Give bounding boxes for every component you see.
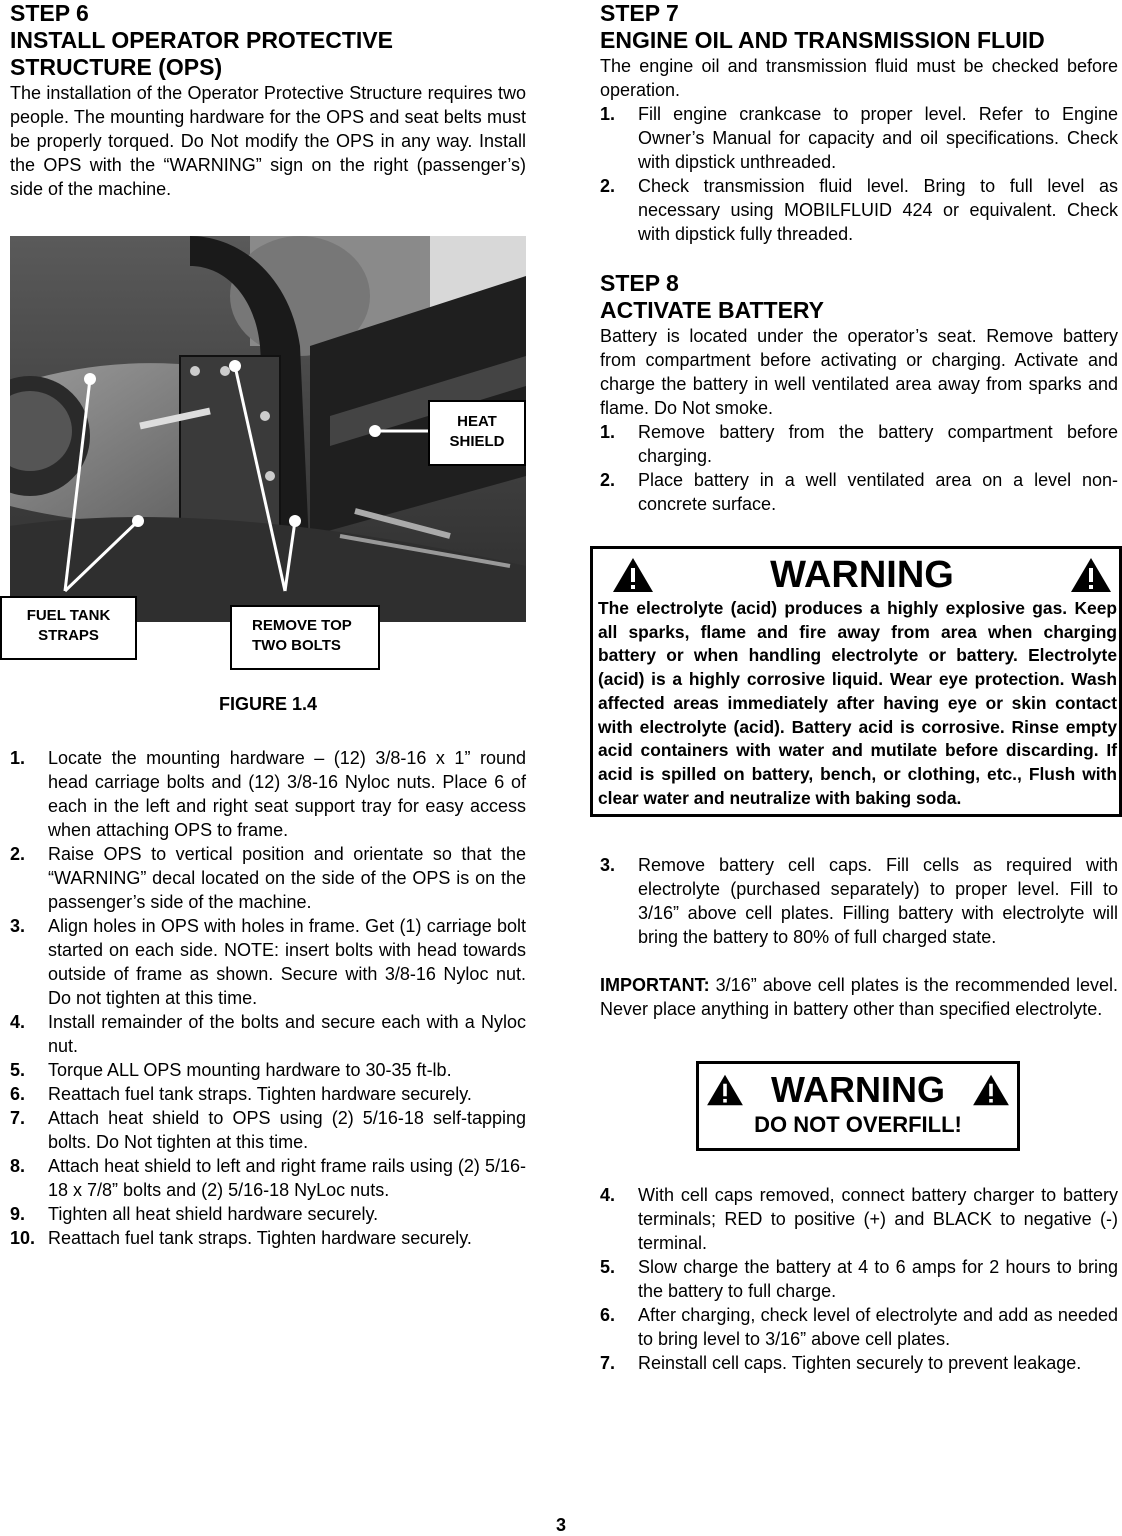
step-text: Fill engine crankcase to proper level. Refer to Engine Owner’s Manual for capacity and oil specifications. Check with dipstick unthreaded. (638, 104, 1118, 172)
list-item (10, 914, 526, 1010)
warning-box-overfill (696, 1061, 1020, 1151)
step-text: Torque ALL OPS mounting hardware to 30-35 ft-lb. (48, 1060, 452, 1080)
step8-label: STEP 8 (600, 270, 679, 296)
step6-title-line1: INSTALL OPERATOR PROTECTIVE (10, 27, 393, 53)
callout-heat-shield-line2: SHIELD (449, 433, 505, 450)
step-number: 5. (10, 1060, 26, 1080)
figure-photo (10, 236, 526, 622)
callout-fuel-tank-line1: FUEL TANK (26, 607, 111, 624)
step-number: 9. (10, 1204, 26, 1224)
figure-caption: FIGURE 1.4 (218, 694, 318, 714)
step-text: Reattach fuel tank straps. Tighten hardware securely. (48, 1228, 472, 1248)
step6-instructions (10, 746, 526, 1250)
callout-fuel-tank-straps (0, 596, 137, 660)
step7-title: ENGINE OIL AND TRANSMISSION FLUID (600, 27, 1045, 53)
step-number: 5. (600, 1257, 616, 1278)
warning-box-electrolyte (590, 546, 1122, 817)
warning-subtitle: DO NOT OVERFILL! (754, 1112, 962, 1138)
step-number: 3. (600, 855, 616, 876)
step-number: 7. (600, 1353, 616, 1374)
step6-label: STEP 6 (10, 0, 89, 26)
list-item (10, 1106, 526, 1154)
step-text: Slow charge the battery at 4 to 6 amps for 2 hours to bring the battery to full charge. (638, 1257, 1118, 1302)
step-text: Tighten all heat shield hardware securely. (48, 1204, 379, 1224)
list-item (600, 853, 1118, 949)
list-item (10, 746, 526, 842)
list-item (600, 468, 1118, 516)
step-text: After charging, check level of electrolyte and add as needed to bring level to 3/16” above cell plates. (638, 1305, 1118, 1350)
step6-intro: The installation of the Operator Protective Structure requires two people. The mounting hardware for the OPS and seat belts must be properly torqued. Do Not modify the OPS in any way. Install the OPS with the “WARNING” sign on the right (passenger’s) side of the machine. (10, 83, 526, 199)
step-number: 2. (10, 844, 26, 864)
left-column (10, 0, 526, 1250)
important-label: IMPORTANT: (600, 975, 710, 996)
step-text: Remove battery from the battery compartment before charging. (638, 422, 1118, 466)
step-text: Attach heat shield to left and right frame rails using (2) 5/16-18 x 7/8” bolts and (2) 5/16-18 NyLoc nuts. (48, 1156, 526, 1200)
step-number: 4. (10, 1012, 26, 1032)
step-number: 3. (10, 916, 26, 936)
step-number: 6. (10, 1084, 26, 1104)
important-note (600, 973, 1118, 1021)
step8-intro: Battery is located under the operator’s seat. Remove battery from compartment before activating or charging. Activate and charge the battery in well ventilated area away from sparks and flame. Do Not smoke. (600, 326, 1118, 418)
step8-instructions-b (600, 853, 1118, 949)
step-text: Reattach fuel tank straps. Tighten hardware securely. (48, 1084, 472, 1104)
step-text: Reinstall cell caps. Tighten securely to prevent leakage. (638, 1353, 1082, 1374)
step-text: Place battery in a well ventilated area on a level non-concrete surface. (638, 470, 1118, 514)
callout-remove-top-bolts (230, 605, 380, 670)
warning-title: WARNING (771, 1069, 945, 1111)
warning-triangle-icon (705, 1073, 745, 1107)
step-number: 7. (10, 1108, 26, 1128)
step-number: 4. (600, 1185, 616, 1206)
step-text: Attach heat shield to OPS using (2) 5/16-18 self-tapping bolts. Do Not tighten at this time. (48, 1108, 526, 1152)
step-number: 1. (600, 104, 616, 124)
callout-heat-shield-line1: HEAT (457, 413, 497, 430)
list-item (600, 1351, 1118, 1375)
step-number: 10. (10, 1228, 36, 1248)
step7-intro: The engine oil and transmission fluid must be checked before operation. (600, 56, 1118, 100)
warning-triangle-icon (611, 556, 655, 594)
step-number: 1. (10, 748, 26, 768)
step-text: Locate the mounting hardware – (12) 3/8-16 x 1” round head carriage bolts and (12) 3/8-16 Nyloc nuts. Place 6 of each in the left and right seat support tray for easy access when attaching OPS to frame. (48, 748, 526, 840)
step8-instructions-a (600, 420, 1118, 516)
step-text: Align holes in OPS with holes in frame. Get (1) carriage bolt started on each side. NOTE: insert bolts with head towards outside of frame as shown. Secure with 3/8-16 Nyloc nut. Do not tighten at this time. (48, 916, 526, 1008)
list-item (600, 420, 1118, 468)
list-item (600, 1255, 1118, 1303)
important-text: 3/16” above cell plates is the recommended level. Never place anything in battery other than specified electrolyte. (600, 975, 1118, 1020)
callout-remove-top-line2: TWO BOLTS (252, 637, 341, 654)
step8-title: ACTIVATE BATTERY (600, 297, 825, 323)
list-item (10, 1226, 526, 1250)
right-column (600, 0, 1118, 1375)
list-item (600, 174, 1118, 246)
list-item (10, 842, 526, 914)
step-text: Install remainder of the bolts and secure each with a Nyloc nut. (48, 1012, 526, 1056)
step-text: Check transmission fluid level. Bring to full level as necessary using MOBILFLUID 424 or equivalent. Check with dipstick fully threaded. (638, 176, 1118, 244)
list-item (10, 1154, 526, 1202)
list-item (10, 1202, 526, 1226)
step-text: Remove battery cell caps. Fill cells as required with electrolyte (purchased separately) to proper level. Fill to 3/16” above cell plates. Filling battery with electrolyte will bring the battery to 80% of full charged state. (638, 855, 1118, 948)
callout-fuel-tank-line2: STRAPS (38, 627, 99, 644)
step7-instructions (600, 102, 1118, 246)
callout-remove-top-line1: REMOVE TOP (252, 617, 352, 634)
warning-title: WARNING (770, 554, 954, 596)
step-text: With cell caps removed, connect battery charger to battery terminals; RED to positive (+) and BLACK to negative (-) terminal. (638, 1185, 1118, 1254)
step-number: 1. (600, 422, 616, 442)
list-item (600, 102, 1118, 174)
warning-triangle-icon (1069, 556, 1113, 594)
list-item (10, 1058, 526, 1082)
step7-label: STEP 7 (600, 0, 679, 26)
page-number: 3 (555, 1515, 566, 1535)
step-number: 2. (600, 470, 616, 490)
list-item (600, 1183, 1118, 1255)
warning-triangle-icon (971, 1073, 1011, 1107)
list-item (10, 1010, 526, 1058)
step-number: 6. (600, 1305, 616, 1326)
callout-heat-shield (428, 400, 526, 466)
warning-body: The electrolyte (acid) produces a highly explosive gas. Keep all sparks, flame and fire away from area when charging battery or when handling electrolyte or battery. Electrolyte (acid) is a highly corrosive liquid. Wear eye protection. Wash affected areas immediately after having eye or skin contact with electrolyte (acid). Battery acid is corrosive. Rinse empty acid containers with water and mutilate before discarding. If acid is spilled on battery, bench, or clothing, etc., Flush with clear water and neutralize with baking soda. (598, 598, 1117, 808)
step-text: Raise OPS to vertical position and orientate so that the “WARNING” decal located on the side of the OPS is on the passenger’s side of the machine. (48, 844, 526, 912)
step-number: 8. (10, 1156, 26, 1176)
list-item (600, 1303, 1118, 1351)
step8-instructions-c (600, 1183, 1118, 1375)
step6-title-line2: STRUCTURE (OPS) (10, 54, 223, 80)
step-number: 2. (600, 176, 616, 196)
list-item (10, 1082, 526, 1106)
